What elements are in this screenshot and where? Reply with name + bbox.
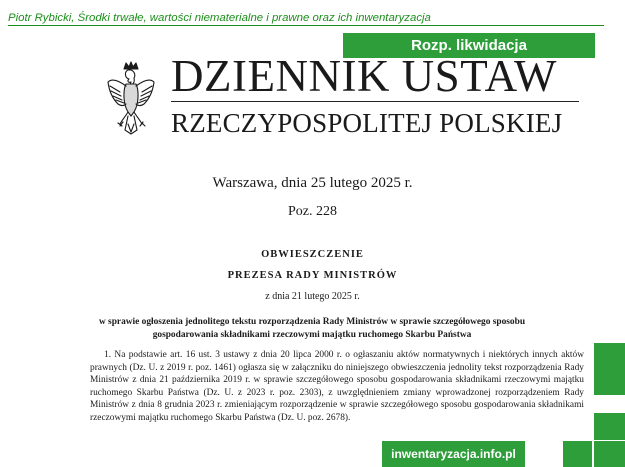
source-reference-line: Piotr Rybicki, Środki trwałe, wartości niematerialne i prawne oraz ich inwentaryzacja (8, 12, 604, 26)
polish-eagle-emblem-icon (106, 60, 156, 142)
body-paragraph: 1. Na podstawie art. 16 ust. 3 ustawy z dnia 20 lipca 2000 r. o ogłaszaniu aktów normatywnych i niektórych innych aktów prawnych (Dz. U. z 2019 r. poz. 1461) ogłasza się w załączniku do niniejszego obwieszczenia jednolity tekst rozporządzenia Rady Ministrów z dnia 21 października 2019 r. w sprawie szczegółowego sposobu gospodarowania składnikami rzeczowymi majątku ruchomego Skarbu Państwa (Dz. U. z 2023 r. poz. 2303), z uwzględnieniem zmiany wprowadzonej rozporządzeniem Rady Ministrów z dnia 8 grudnia 2023 r. zmieniającym rozporządzenie w sprawie szczegółowego sposobu gospodarowania składnikami rzeczowymi majątku ruchomego Skarbu Państwa (Dz. U. poz. 2678). (90, 350, 584, 423)
issuer-heading: PREZESA RADY MINISTRÓW (227, 270, 398, 281)
place-date: Warszawa, dnia 25 lutego 2025 r. (212, 175, 413, 191)
decor-block (594, 343, 625, 395)
masthead-title: DZIENNIK USTAW (171, 51, 557, 101)
decor-block (594, 441, 625, 467)
masthead-divider (171, 101, 579, 102)
act-subject: w sprawie ogłoszenia jednolitego tekstu rozporządzenia Rady Ministrów w sprawie szczegółowego sposobu gospodarowania składnikami rzeczowymi majątku ruchomego Skarbu Państwa (98, 317, 526, 340)
decor-block (594, 413, 625, 440)
decor-block (563, 441, 592, 467)
masthead-subtitle: RZECZYPOSPOLITEJ POLSKIEJ (171, 108, 563, 138)
act-type-heading: OBWIESZCZENIE (261, 249, 364, 260)
site-brand-label: inwentaryzacja.info.pl (382, 441, 525, 467)
category-badge: Rozp. likwidacja (343, 33, 595, 58)
act-date: z dnia 21 lutego 2025 r. (265, 291, 360, 302)
position-number: Poz. 228 (288, 204, 337, 219)
